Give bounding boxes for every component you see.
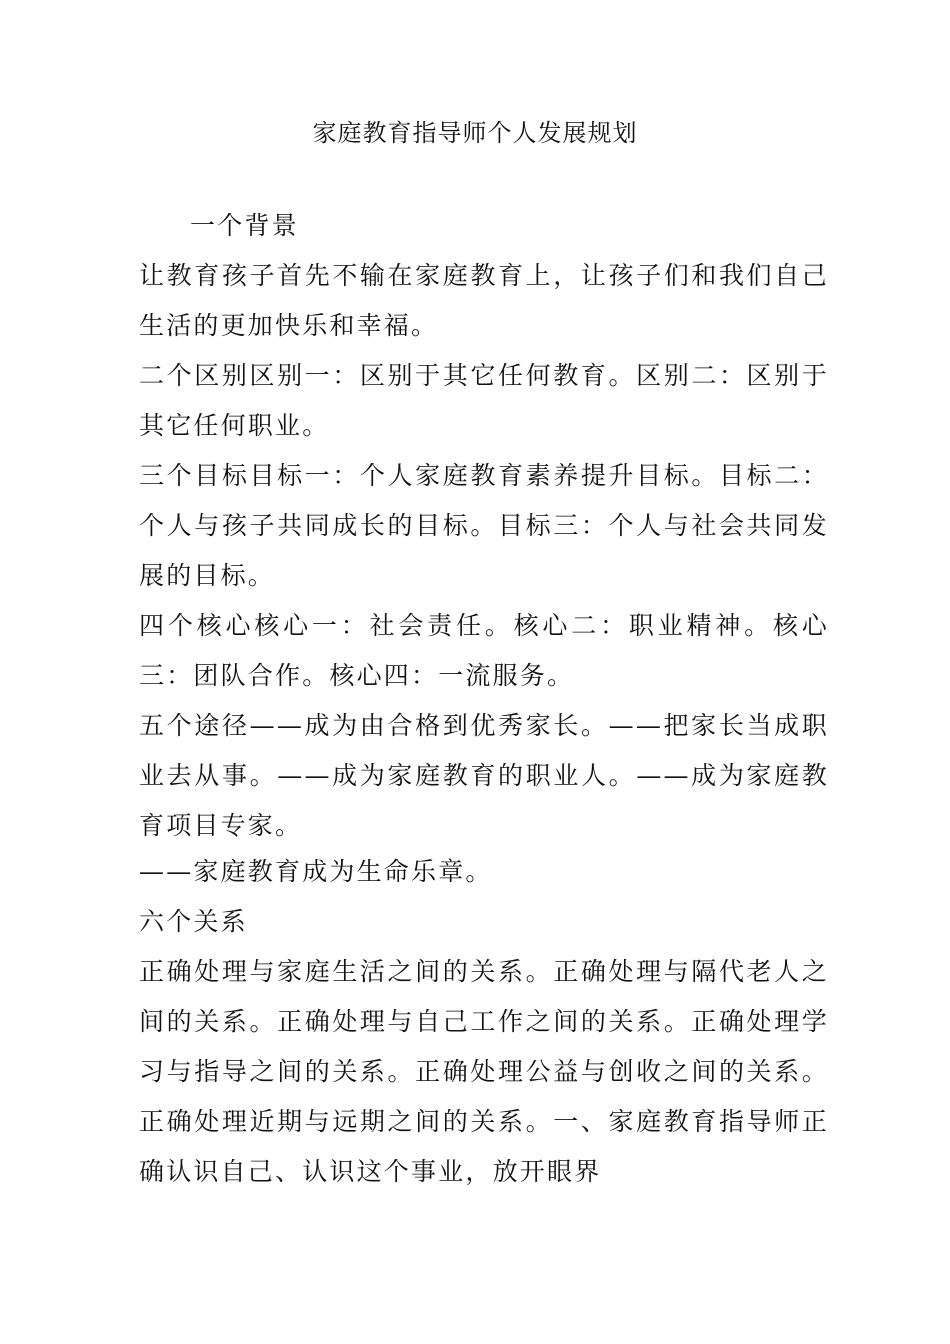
paragraph-five-paths: 五个途径——成为由合格到优秀家长。——把家长当成职业去从事。——成为家庭教育的职业人。——成为家庭教育项目专家。: [139, 711, 829, 840]
section-heading-background: 一个背景: [190, 211, 299, 240]
paragraph-life-chapter: ——家庭教育成为生命乐章。: [139, 857, 493, 886]
section-heading-six-relations: 六个关系: [139, 907, 248, 936]
paragraph-two-differences: 二个区别区别一：区别于其它任何教育。区别二：区别于其它任何职业。: [139, 361, 829, 440]
paragraph-six-relations: 正确处理与家庭生活之间的关系。正确处理与隔代老人之间的关系。正确处理与自己工作之间的关系。正确处理学习与指导之间的关系。正确处理公益与创收之间的关系。正确处理近期与远期之间的关系。一、家庭教育指导师正确认识自己、认识这个事业，放开眼界: [139, 957, 829, 1186]
paragraph-background: 让教育孩子首先不输在家庭教育上，让孩子们和我们自己生活的更加快乐和幸福。: [139, 261, 829, 340]
paragraph-four-cores: 四个核心核心一：社会责任。核心二：职业精神。核心三：团队合作。核心四：一流服务。: [139, 611, 829, 690]
document-body-section-1: [139, 201, 829, 851]
document-title: 家庭教育指导师个人发展规划: [312, 119, 638, 147]
paragraph-three-goals: 三个目标目标一：个人家庭教育素养提升目标。目标二：个人与孩子共同成长的目标。目标三：个人与社会共同发展的目标。: [139, 461, 829, 590]
document-body-section-2: [139, 847, 829, 1197]
